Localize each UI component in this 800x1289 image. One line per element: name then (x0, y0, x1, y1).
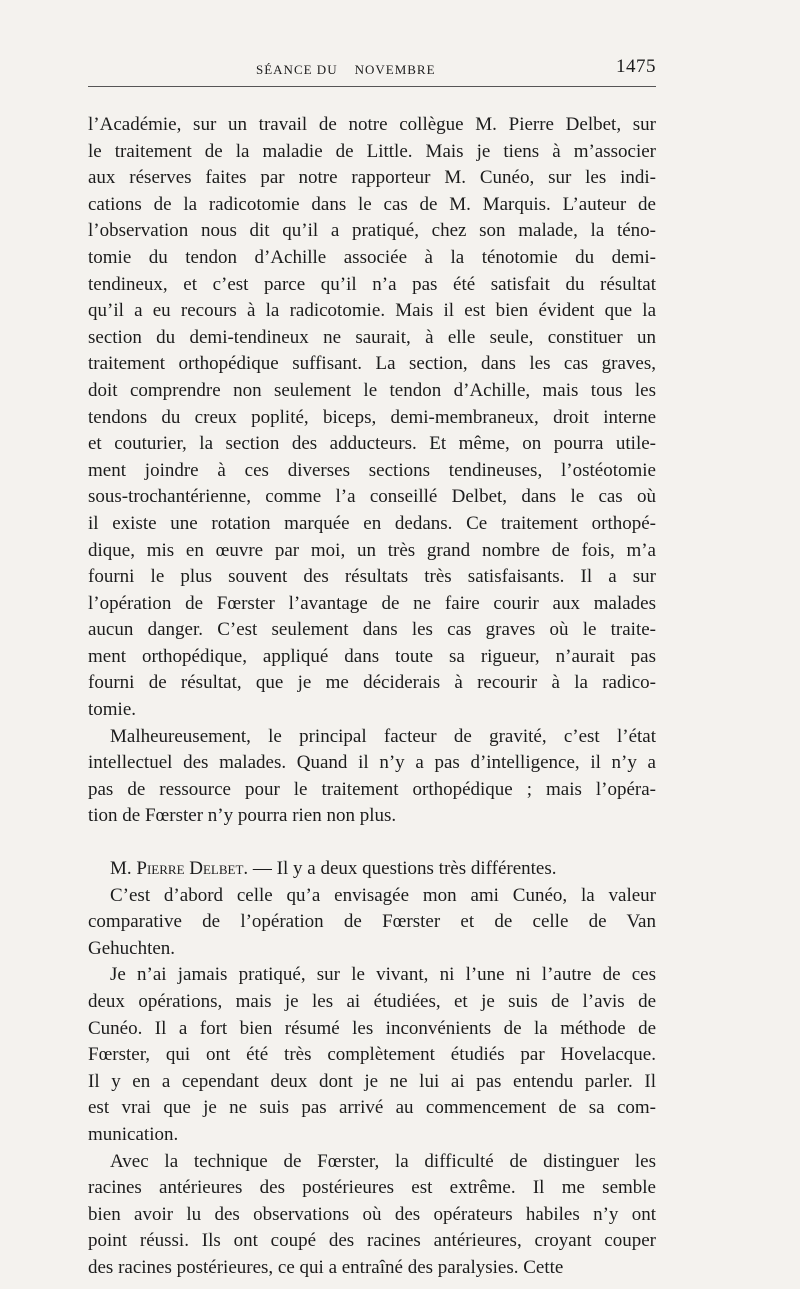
running-header (88, 54, 656, 80)
line-text: ment joindre à ces diverses sections tendineuses, l’ostéotomie (88, 459, 656, 481)
line-text: Gehuchten. (88, 937, 176, 959)
text-line (88, 1149, 656, 1176)
paragraph (88, 962, 656, 1148)
line-text: doit comprendre non seulement le tendon d’Achille, mais tous les (88, 379, 656, 401)
text-line (88, 192, 656, 219)
body-text (88, 112, 656, 1282)
paragraph (88, 724, 656, 830)
text-line (88, 511, 656, 538)
text-line (88, 218, 656, 245)
text-line (88, 856, 656, 883)
line-text: fourni de résultat, que je me déciderais à recourir à la radico- (88, 672, 656, 694)
text-line (88, 538, 656, 565)
text-line (88, 1042, 656, 1069)
line-text: — Il y a deux questions très différentes. (248, 858, 557, 880)
text-line (88, 591, 656, 618)
text-line (88, 777, 656, 804)
line-text: le traitement de la maladie de Little. Mais je tiens à m’associer (88, 140, 656, 162)
line-text: il existe une rotation marquée en dedans. Ce traitement orthopé- (88, 512, 656, 534)
line-text: traitement orthopédique suffisant. La section, dans les cas graves, (88, 353, 656, 375)
text-line (88, 484, 656, 511)
text-line (88, 697, 656, 724)
text-line (88, 1202, 656, 1229)
text-line (88, 378, 656, 405)
running-title: SÉANCE DU NOVEMBRE (256, 62, 436, 77)
line-text: intellectuel des malades. Quand il n’y a pas d’intelligence, il n’y a (88, 752, 656, 774)
text-line (88, 1122, 656, 1149)
line-text: Malheureusement, le principal facteur de gravité, c’est l’état (110, 725, 656, 747)
line-text: et couturier, la section des adducteurs. Et même, on pourra utile- (88, 433, 656, 455)
text-line (88, 883, 656, 910)
text-line (88, 325, 656, 352)
text-line (88, 1069, 656, 1096)
line-text: tendineux, et c’est parce qu’il n’a pas été satisfait du résultat (88, 273, 656, 295)
line-text: cations de la radicotomie dans le cas de M. Marquis. L’auteur de (88, 193, 656, 215)
text-line (88, 139, 656, 166)
line-text: point réussi. Ils ont coupé des racines antérieures, croyant couper (88, 1230, 656, 1252)
speaker-name: M. Pierre Delbet. (110, 858, 249, 880)
line-text: Avec la technique de Fœrster, la difficulté de distinguer les (110, 1150, 656, 1172)
line-text: tomie du tendon d’Achille associée à la ténotomie du demi- (88, 246, 656, 268)
line-text: l’observation nous dit qu’il a pratiqué, chez son malade, la téno- (88, 220, 656, 242)
text-line (88, 165, 656, 192)
text-line (88, 1016, 656, 1043)
text-line (88, 1095, 656, 1122)
line-text: comparative de l’opération de Fœrster et de celle de Van (88, 911, 656, 933)
line-text: munication. (88, 1123, 179, 1145)
text-line (88, 750, 656, 777)
text-line (88, 351, 656, 378)
text-line (88, 936, 656, 963)
line-text: deux opérations, mais je les ai étudiées, et je suis de l’avis de (88, 991, 656, 1012)
text-line (88, 1175, 656, 1202)
text-line (88, 458, 656, 485)
paragraph (88, 1149, 656, 1282)
text-line (88, 564, 656, 591)
line-text: des racines postérieures, ce qui a entraîné des paralysies. Cette (88, 1256, 564, 1278)
paragraph (88, 112, 656, 724)
text-line (88, 724, 656, 751)
paragraph (88, 856, 656, 883)
line-text: section du demi-tendineux ne saurait, à elle seule, constituer un (88, 326, 656, 348)
line-text: aucun danger. C’est seulement dans les cas graves où le traite- (88, 619, 656, 641)
text-line (88, 803, 656, 830)
line-text: ment orthopédique, appliqué dans toute sa rigueur, n’aurait pas (88, 645, 656, 667)
line-text: tion de Fœrster n’y pourra rien non plus. (88, 805, 397, 827)
line-text: racines antérieures des postérieures est extrême. Il me semble (88, 1177, 656, 1199)
line-text: aux réserves faites par notre rapporteur M. Cunéo, sur les indi- (88, 167, 656, 189)
text-line (88, 989, 656, 1016)
text-line (88, 245, 656, 272)
text-line (88, 962, 656, 989)
text-line (88, 431, 656, 458)
text-line (88, 298, 656, 325)
book-page (88, 54, 656, 1278)
line-text: Je n’ai jamais pratiqué, sur le vivant, ni l’une ni l’autre de ces (110, 964, 656, 986)
text-line (88, 1228, 656, 1255)
line-text: Cunéo. Il a fort bien résumé les inconvénients de la méthode de (88, 1017, 656, 1039)
text-line (88, 909, 656, 936)
line-text: tomie. (88, 699, 137, 721)
line-text: fourni le plus souvent des résultats très satisfaisants. Il a sur (88, 566, 656, 588)
text-line (88, 1255, 656, 1282)
line-text: Il y en a cependant deux dont je ne lui ai pas entendu parler. Il (88, 1070, 656, 1092)
line-text: pas de ressource pour le traitement orthopédique ; mais l’opéra- (88, 778, 656, 800)
line-text: qu’il a eu recours à la radicotomie. Mais il est bien évident que la (88, 300, 656, 322)
line-text: Fœrster, qui ont été très complètement étudiés par Hovelacque. (88, 1044, 656, 1066)
header-rule (88, 86, 656, 87)
line-text: est vrai que je ne suis pas arrivé au commencement de sa com- (88, 1097, 656, 1119)
line-text: sous-trochantérienne, comme l’a conseillé Delbet, dans le cas où (88, 486, 656, 508)
line-text: l’opération de Fœrster l’avantage de ne faire courir aux malades (88, 592, 656, 614)
line-text: l’Académie, sur un travail de notre collègue M. Pierre Delbet, sur (88, 114, 656, 135)
text-line (88, 670, 656, 697)
text-line (88, 644, 656, 671)
line-text: C’est d’abord celle qu’a envisagée mon ami Cunéo, la valeur (110, 884, 656, 906)
text-line (88, 405, 656, 432)
line-text: dique, mis en œuvre par moi, un très grand nombre de fois, m’a (88, 539, 656, 561)
text-line (88, 112, 656, 139)
line-text: bien avoir lu des observations où des opérateurs habiles n’y ont (88, 1203, 656, 1225)
text-line (88, 617, 656, 644)
paragraph (88, 883, 656, 963)
text-line (88, 272, 656, 299)
page-number: 1475 (616, 56, 656, 77)
line-text: tendons du creux poplité, biceps, demi-membraneux, droit interne (88, 406, 656, 428)
